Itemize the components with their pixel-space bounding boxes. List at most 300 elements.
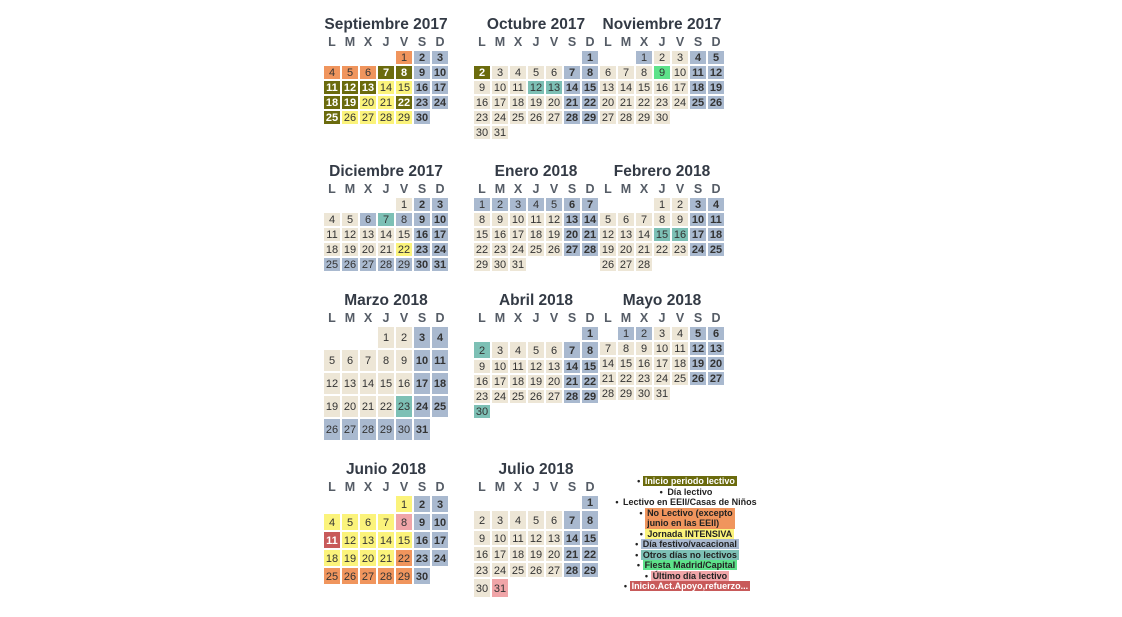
day-cell: 30 bbox=[635, 386, 653, 401]
day-cell: 31 bbox=[431, 257, 449, 272]
day-cell: 18 bbox=[509, 374, 527, 389]
day-cell: 6 bbox=[707, 326, 725, 341]
day-cell: 28 bbox=[581, 242, 599, 257]
day-cell: 15 bbox=[395, 227, 413, 242]
day-cell: 2 bbox=[413, 50, 431, 65]
day-cell: 5 bbox=[341, 212, 359, 227]
day-cell: 20 bbox=[545, 546, 563, 562]
day-cell: 30 bbox=[395, 418, 413, 441]
day-cell: 27 bbox=[545, 562, 563, 578]
day-cell: 1 bbox=[635, 50, 653, 65]
day-cell: 20 bbox=[563, 227, 581, 242]
day-cell: 18 bbox=[509, 546, 527, 562]
day-cell: 19 bbox=[341, 549, 359, 567]
day-cell: 17 bbox=[671, 80, 689, 95]
day-cell: 29 bbox=[473, 257, 491, 272]
day-cell: 20 bbox=[359, 95, 377, 110]
day-cell: 21 bbox=[377, 549, 395, 567]
day-cell: 9 bbox=[635, 341, 653, 356]
day-cell: 19 bbox=[323, 395, 341, 418]
day-cell: 7 bbox=[359, 349, 377, 372]
day-cell: 17 bbox=[431, 80, 449, 95]
day-cell: 14 bbox=[635, 227, 653, 242]
day-cell: 6 bbox=[341, 349, 359, 372]
day-cell: 12 bbox=[341, 227, 359, 242]
day-cell: 15 bbox=[653, 227, 671, 242]
day-cell: 13 bbox=[341, 372, 359, 395]
day-cell: 25 bbox=[323, 567, 341, 585]
day-cell: 28 bbox=[377, 110, 395, 125]
day-cell: 25 bbox=[323, 257, 341, 272]
day-cell: 11 bbox=[527, 212, 545, 227]
month-title: Julio 2018 bbox=[498, 461, 574, 478]
day-cell: 12 bbox=[527, 80, 545, 95]
legend-item-fie bbox=[602, 560, 772, 571]
day-cell: 20 bbox=[545, 95, 563, 110]
day-cell: 7 bbox=[563, 510, 581, 530]
day-cell: 21 bbox=[581, 227, 599, 242]
day-cell: 7 bbox=[563, 65, 581, 80]
day-cell: 22 bbox=[635, 95, 653, 110]
weekday-header: X bbox=[363, 311, 373, 325]
day-cell: 13 bbox=[563, 212, 581, 227]
day-cell: 20 bbox=[707, 356, 725, 371]
weekday-header: J bbox=[658, 182, 666, 196]
day-cell: 7 bbox=[377, 65, 395, 80]
day-cell: 16 bbox=[395, 372, 413, 395]
day-cell: 2 bbox=[473, 65, 491, 80]
day-cell: 14 bbox=[359, 372, 377, 395]
day-cell: 5 bbox=[341, 65, 359, 80]
day-cell: 8 bbox=[395, 65, 413, 80]
day-cell: 1 bbox=[581, 50, 599, 65]
day-cell: 28 bbox=[377, 567, 395, 585]
month-title: Diciembre 2017 bbox=[329, 163, 443, 180]
day-cell: 10 bbox=[509, 212, 527, 227]
day-cell: 7 bbox=[377, 212, 395, 227]
legend-label: No Lectivo (excepto bbox=[647, 507, 733, 518]
day-cell: 23 bbox=[413, 549, 431, 567]
day-cell: 18 bbox=[509, 95, 527, 110]
day-cell: 14 bbox=[377, 80, 395, 95]
day-cell: 20 bbox=[359, 549, 377, 567]
weekday-header: X bbox=[639, 311, 649, 325]
day-cell: 24 bbox=[653, 371, 671, 386]
weekday-header: D bbox=[435, 480, 445, 494]
day-cell: 6 bbox=[359, 513, 377, 531]
day-cell: 9 bbox=[653, 65, 671, 80]
day-cell: 15 bbox=[395, 80, 413, 95]
day-cell: 19 bbox=[341, 95, 359, 110]
day-cell: 22 bbox=[395, 242, 413, 257]
day-cell: 2 bbox=[491, 197, 509, 212]
day-cell: 6 bbox=[545, 341, 563, 359]
weekday-header: D bbox=[711, 182, 721, 196]
day-cell: 26 bbox=[707, 95, 725, 110]
day-cell: 11 bbox=[509, 530, 527, 546]
legend-label: Último día lectivo bbox=[652, 570, 728, 581]
day-cell: 20 bbox=[617, 242, 635, 257]
weekday-header: V bbox=[549, 182, 559, 196]
day-cell: 31 bbox=[491, 578, 509, 598]
day-cell: 5 bbox=[707, 50, 725, 65]
day-cell: 1 bbox=[395, 50, 413, 65]
day-cell: 15 bbox=[635, 80, 653, 95]
weekday-header: S bbox=[693, 182, 703, 196]
day-cell: 29 bbox=[377, 418, 395, 441]
day-cell: 6 bbox=[545, 510, 563, 530]
day-cell: 5 bbox=[341, 513, 359, 531]
day-cell: 15 bbox=[581, 80, 599, 95]
day-cell: 28 bbox=[635, 257, 653, 272]
weekday-header: S bbox=[417, 182, 427, 196]
day-cell: 7 bbox=[635, 212, 653, 227]
day-cell: 27 bbox=[707, 371, 725, 386]
day-cell: 1 bbox=[473, 197, 491, 212]
day-cell: 30 bbox=[491, 257, 509, 272]
weekday-header: S bbox=[567, 35, 577, 49]
day-cell: 24 bbox=[671, 95, 689, 110]
weekday-header: J bbox=[382, 35, 390, 49]
day-cell: 9 bbox=[413, 212, 431, 227]
day-cell: 28 bbox=[359, 418, 377, 441]
day-cell: 10 bbox=[689, 212, 707, 227]
day-cell: 14 bbox=[377, 227, 395, 242]
legend-item-lec bbox=[602, 487, 772, 498]
day-cell: 29 bbox=[395, 257, 413, 272]
weekday-header: V bbox=[549, 35, 559, 49]
day-cell: 24 bbox=[689, 242, 707, 257]
day-cell: 12 bbox=[527, 530, 545, 546]
day-cell: 9 bbox=[491, 212, 509, 227]
day-cell: 25 bbox=[509, 562, 527, 578]
legend-item-fes bbox=[602, 539, 772, 550]
day-cell: 12 bbox=[599, 227, 617, 242]
day-cell: 13 bbox=[545, 80, 563, 95]
day-cell: 3 bbox=[653, 326, 671, 341]
day-cell: 2 bbox=[653, 50, 671, 65]
day-cell: 16 bbox=[635, 356, 653, 371]
day-cell: 17 bbox=[509, 227, 527, 242]
day-cell: 6 bbox=[563, 197, 581, 212]
day-cell: 27 bbox=[617, 257, 635, 272]
day-cell: 28 bbox=[563, 562, 581, 578]
legend-label: Fiesta Madrid/Capital bbox=[644, 560, 736, 570]
day-cell: 24 bbox=[491, 110, 509, 125]
bullet: • bbox=[635, 539, 641, 549]
weekday-header: X bbox=[513, 182, 523, 196]
day-cell: 13 bbox=[359, 531, 377, 549]
weekday-header: S bbox=[417, 480, 427, 494]
day-cell: 14 bbox=[617, 80, 635, 95]
day-cell: 26 bbox=[527, 389, 545, 404]
day-cell: 13 bbox=[359, 80, 377, 95]
month-title: Noviembre 2017 bbox=[602, 16, 722, 33]
day-cell: 3 bbox=[491, 341, 509, 359]
weekday-header: X bbox=[513, 480, 523, 494]
day-cell: 13 bbox=[359, 227, 377, 242]
weekday-header: M bbox=[494, 35, 506, 49]
day-cell: 8 bbox=[581, 510, 599, 530]
day-cell: 23 bbox=[653, 95, 671, 110]
day-cell: 27 bbox=[341, 418, 359, 441]
day-cell: 24 bbox=[509, 242, 527, 257]
day-cell: 10 bbox=[491, 359, 509, 374]
weekday-header: X bbox=[513, 311, 523, 325]
day-cell: 21 bbox=[563, 95, 581, 110]
day-cell: 20 bbox=[599, 95, 617, 110]
day-cell: 22 bbox=[617, 371, 635, 386]
day-cell: 26 bbox=[527, 110, 545, 125]
day-cell: 15 bbox=[581, 530, 599, 546]
day-cell: 21 bbox=[599, 371, 617, 386]
weekday-header: M bbox=[344, 182, 356, 196]
day-cell: 19 bbox=[689, 356, 707, 371]
day-cell: 17 bbox=[689, 227, 707, 242]
legend-item-ini bbox=[602, 476, 772, 487]
weekday-header: V bbox=[549, 311, 559, 325]
day-cell: 14 bbox=[581, 212, 599, 227]
day-cell: 21 bbox=[359, 395, 377, 418]
bullet: • bbox=[644, 570, 651, 581]
day-cell: 26 bbox=[527, 562, 545, 578]
weekday-header: L bbox=[478, 480, 486, 494]
day-cell: 14 bbox=[599, 356, 617, 371]
day-cell: 2 bbox=[473, 510, 491, 530]
day-cell: 1 bbox=[581, 326, 599, 341]
day-cell: 11 bbox=[509, 80, 527, 95]
day-cell: 21 bbox=[563, 374, 581, 389]
day-cell: 18 bbox=[707, 227, 725, 242]
day-cell: 9 bbox=[395, 349, 413, 372]
day-cell: 24 bbox=[431, 95, 449, 110]
day-cell: 8 bbox=[635, 65, 653, 80]
day-cell: 29 bbox=[395, 567, 413, 585]
day-cell: 25 bbox=[671, 371, 689, 386]
weekday-header: L bbox=[604, 35, 612, 49]
day-cell: 28 bbox=[617, 110, 635, 125]
weekday-header: L bbox=[478, 311, 486, 325]
day-cell: 21 bbox=[377, 95, 395, 110]
day-cell: 22 bbox=[395, 95, 413, 110]
day-cell: 29 bbox=[395, 110, 413, 125]
bullet: • bbox=[637, 476, 643, 486]
day-cell: 16 bbox=[413, 227, 431, 242]
day-cell: 3 bbox=[413, 326, 431, 349]
day-cell: 11 bbox=[689, 65, 707, 80]
day-cell: 19 bbox=[707, 80, 725, 95]
day-cell: 2 bbox=[413, 197, 431, 212]
weekday-header: M bbox=[494, 311, 506, 325]
day-cell: 15 bbox=[395, 531, 413, 549]
day-cell: 1 bbox=[653, 197, 671, 212]
day-cell: 12 bbox=[689, 341, 707, 356]
day-cell: 12 bbox=[707, 65, 725, 80]
day-cell: 5 bbox=[545, 197, 563, 212]
day-cell: 5 bbox=[527, 341, 545, 359]
day-cell: 6 bbox=[545, 65, 563, 80]
day-cell: 26 bbox=[341, 110, 359, 125]
day-cell: 18 bbox=[323, 242, 341, 257]
day-cell: 25 bbox=[509, 389, 527, 404]
weekday-header: S bbox=[693, 35, 703, 49]
bullet: • bbox=[615, 497, 622, 507]
day-cell: 15 bbox=[473, 227, 491, 242]
day-cell: 16 bbox=[491, 227, 509, 242]
legend-label: Día festivo/vacacional bbox=[642, 539, 737, 549]
day-cell: 7 bbox=[617, 65, 635, 80]
weekday-header: M bbox=[344, 35, 356, 49]
legend-item-nol bbox=[602, 508, 772, 529]
month-title: Abril 2018 bbox=[498, 292, 574, 309]
weekday-header: D bbox=[585, 182, 595, 196]
day-cell: 9 bbox=[671, 212, 689, 227]
day-cell: 12 bbox=[341, 80, 359, 95]
day-cell: 8 bbox=[617, 341, 635, 356]
day-cell: 13 bbox=[545, 530, 563, 546]
day-cell: 7 bbox=[377, 513, 395, 531]
day-cell: 31 bbox=[413, 418, 431, 441]
day-cell: 26 bbox=[599, 257, 617, 272]
day-cell: 20 bbox=[341, 395, 359, 418]
day-cell: 11 bbox=[509, 359, 527, 374]
day-cell: 26 bbox=[341, 567, 359, 585]
day-cell: 28 bbox=[377, 257, 395, 272]
weekday-header: D bbox=[711, 35, 721, 49]
day-cell: 4 bbox=[671, 326, 689, 341]
day-cell: 16 bbox=[473, 95, 491, 110]
day-cell: 4 bbox=[323, 212, 341, 227]
day-cell: 3 bbox=[431, 197, 449, 212]
day-cell: 8 bbox=[581, 65, 599, 80]
day-cell: 20 bbox=[359, 242, 377, 257]
day-cell: 11 bbox=[323, 531, 341, 549]
weekday-header: X bbox=[639, 35, 649, 49]
day-cell: 9 bbox=[473, 359, 491, 374]
day-cell: 8 bbox=[653, 212, 671, 227]
month-title: Octubre 2017 bbox=[486, 16, 586, 33]
legend-label: Lectivo en EEII/Casas de Niños bbox=[623, 497, 757, 507]
weekday-header: J bbox=[532, 35, 540, 49]
day-cell: 17 bbox=[491, 95, 509, 110]
weekday-header: S bbox=[417, 311, 427, 325]
weekday-header: V bbox=[675, 35, 685, 49]
day-cell: 19 bbox=[527, 374, 545, 389]
legend-item-otr bbox=[602, 550, 772, 561]
day-cell: 19 bbox=[545, 227, 563, 242]
day-cell: 22 bbox=[653, 242, 671, 257]
day-cell: 26 bbox=[545, 242, 563, 257]
day-cell: 12 bbox=[341, 531, 359, 549]
day-cell: 27 bbox=[563, 242, 581, 257]
day-cell: 23 bbox=[413, 95, 431, 110]
legend-label: Otros días no lectivos bbox=[642, 549, 737, 560]
day-cell: 16 bbox=[671, 227, 689, 242]
day-cell: 5 bbox=[527, 510, 545, 530]
day-cell: 6 bbox=[599, 65, 617, 80]
weekday-header: L bbox=[478, 182, 486, 196]
legend-item-eei bbox=[602, 497, 772, 508]
legend bbox=[602, 476, 772, 592]
day-cell: 22 bbox=[395, 549, 413, 567]
day-cell: 15 bbox=[581, 359, 599, 374]
day-cell: 26 bbox=[689, 371, 707, 386]
day-cell: 18 bbox=[323, 549, 341, 567]
day-cell: 20 bbox=[545, 374, 563, 389]
day-cell: 23 bbox=[491, 242, 509, 257]
day-cell: 27 bbox=[545, 110, 563, 125]
day-cell: 18 bbox=[323, 95, 341, 110]
day-cell: 16 bbox=[473, 374, 491, 389]
day-cell: 6 bbox=[617, 212, 635, 227]
day-cell: 9 bbox=[473, 530, 491, 546]
day-cell: 1 bbox=[395, 495, 413, 513]
day-cell: 9 bbox=[413, 65, 431, 80]
weekday-header: V bbox=[675, 311, 685, 325]
day-cell: 18 bbox=[431, 372, 449, 395]
bullet: • bbox=[635, 549, 641, 560]
day-cell: 7 bbox=[563, 341, 581, 359]
day-cell: 3 bbox=[671, 50, 689, 65]
day-cell: 10 bbox=[653, 341, 671, 356]
day-cell: 27 bbox=[359, 257, 377, 272]
day-cell: 26 bbox=[323, 418, 341, 441]
day-cell: 27 bbox=[359, 567, 377, 585]
day-cell: 29 bbox=[635, 110, 653, 125]
day-cell: 23 bbox=[473, 562, 491, 578]
day-cell: 18 bbox=[527, 227, 545, 242]
day-cell: 5 bbox=[323, 349, 341, 372]
day-cell: 13 bbox=[617, 227, 635, 242]
day-cell: 5 bbox=[689, 326, 707, 341]
day-cell: 18 bbox=[671, 356, 689, 371]
day-cell: 3 bbox=[509, 197, 527, 212]
day-cell: 3 bbox=[491, 510, 509, 530]
day-cell: 22 bbox=[581, 95, 599, 110]
weekday-header: L bbox=[328, 480, 336, 494]
day-cell: 25 bbox=[707, 242, 725, 257]
day-cell: 10 bbox=[491, 530, 509, 546]
legend-item-int bbox=[602, 529, 772, 540]
month-title: Mayo 2018 bbox=[622, 292, 702, 309]
weekday-header: J bbox=[532, 480, 540, 494]
day-cell: 24 bbox=[431, 242, 449, 257]
day-cell: 8 bbox=[473, 212, 491, 227]
day-cell: 31 bbox=[653, 386, 671, 401]
day-cell: 2 bbox=[635, 326, 653, 341]
weekday-header: J bbox=[382, 480, 390, 494]
day-cell: 3 bbox=[431, 495, 449, 513]
bullet: • bbox=[623, 581, 630, 591]
day-cell: 10 bbox=[671, 65, 689, 80]
weekday-header: V bbox=[399, 480, 409, 494]
day-cell: 21 bbox=[635, 242, 653, 257]
day-cell: 2 bbox=[413, 495, 431, 513]
weekday-header: X bbox=[363, 35, 373, 49]
day-cell: 22 bbox=[581, 374, 599, 389]
weekday-header: L bbox=[328, 35, 336, 49]
day-cell: 18 bbox=[689, 80, 707, 95]
legend-label: Jornada INTENSIVA bbox=[647, 528, 733, 539]
day-cell: 31 bbox=[509, 257, 527, 272]
day-cell: 28 bbox=[563, 389, 581, 404]
day-cell: 3 bbox=[431, 50, 449, 65]
legend-label-line2: junio en las EEII) bbox=[647, 518, 720, 528]
day-cell: 17 bbox=[491, 374, 509, 389]
weekday-header: J bbox=[382, 311, 390, 325]
weekday-header: S bbox=[693, 311, 703, 325]
day-cell: 14 bbox=[563, 530, 581, 546]
